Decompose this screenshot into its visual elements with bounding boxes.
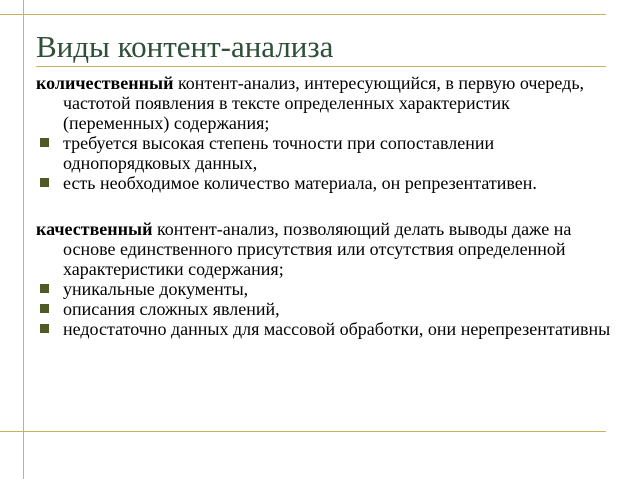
list-item	[36, 319, 611, 339]
slide-content	[36, 73, 611, 339]
quantitative-bullet-1: требуется высокая степень точности при сопоставлении однопорядковых данных,	[63, 133, 495, 173]
frame-top-line	[0, 14, 606, 15]
list-item	[36, 279, 611, 299]
frame-bottom-line	[0, 431, 606, 432]
slide-title: Виды контент-анализа	[36, 29, 334, 64]
qualitative-definition-text: контент-анализ, позволяющий делать выводы даже на основе единственного присутствия или отсутствия определенной характеристики содержания;	[63, 219, 572, 279]
quantitative-definition-text: контент-анализ, интересующийся, в первую очередь, частотой появления в тексте определенных характеристик (переменных) содержания;	[63, 73, 585, 133]
list-item	[36, 133, 611, 173]
list-item	[36, 173, 611, 193]
square-bullet-icon	[40, 284, 49, 293]
square-bullet-icon	[40, 138, 49, 147]
quantitative-term: количественный	[36, 73, 174, 93]
qualitative-definition	[36, 219, 611, 279]
square-bullet-icon	[40, 324, 49, 333]
quantitative-definition	[36, 73, 611, 133]
qualitative-bullet-2: описания сложных явлений,	[63, 299, 280, 319]
frame-vertical-line	[23, 0, 24, 479]
qualitative-term: качественный	[36, 219, 153, 239]
square-bullet-icon	[40, 304, 49, 313]
section-spacer	[36, 193, 611, 219]
qualitative-bullet-1: уникальные документы,	[63, 279, 249, 299]
list-item	[36, 299, 611, 319]
quantitative-bullet-2: есть необходимое количество материала, он репрезентативен.	[63, 173, 537, 193]
qualitative-bullet-3: недостаточно данных для массовой обработки, они нерепрезентативны	[63, 319, 611, 339]
square-bullet-icon	[40, 178, 49, 187]
title-underline	[36, 66, 606, 67]
